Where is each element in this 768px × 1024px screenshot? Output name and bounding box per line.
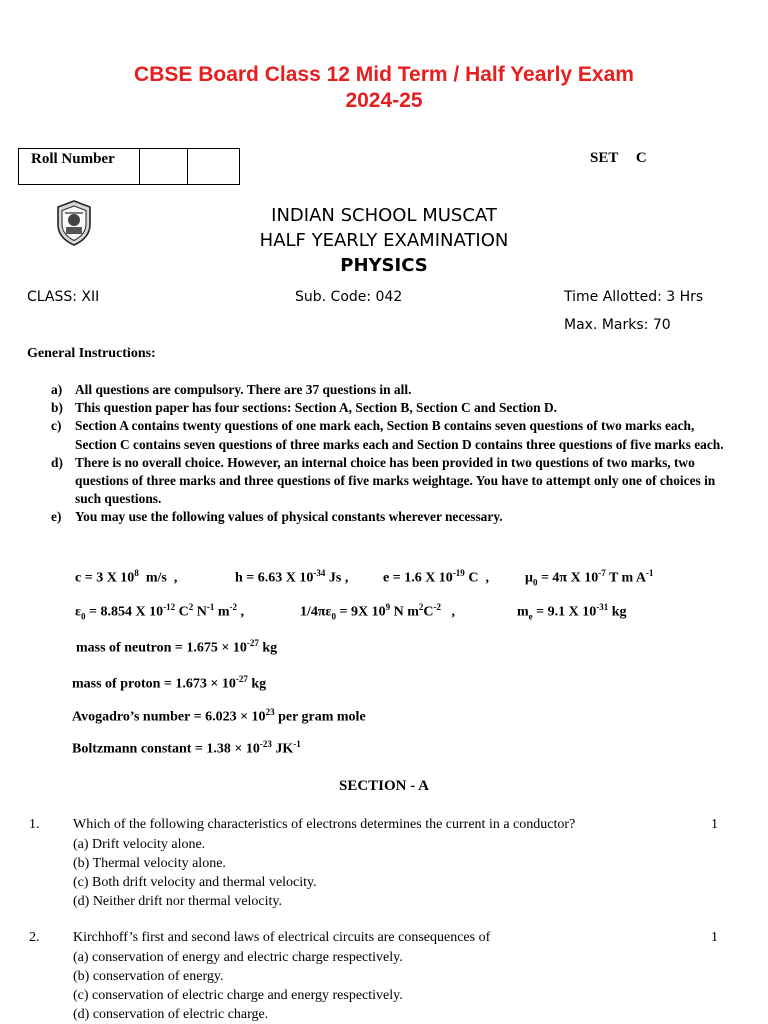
subject-name: PHYSICS (340, 255, 428, 276)
constant-epsilon0: $\varepsilon_0 = 8.854$ X $10^{-12}$ $C^2$ $N^{-1}$ $m^{-2}$ , (75, 602, 244, 622)
option-list (73, 835, 317, 911)
question-number: 2. (29, 930, 40, 945)
page-banner (0, 62, 768, 114)
instruction-key: d) (51, 454, 63, 470)
option-c: (c) conservation of electric charge and energy respectively. (73, 988, 403, 1003)
instruction-key: c) (51, 418, 62, 434)
instruction-item (51, 454, 731, 509)
constant-coulomb: $1/4\pi\varepsilon_0 = 9X$ $10^9$ N $m^2C^{-2}$ , (300, 602, 456, 622)
constant-avogadro: Avogadro’s number = $6.023 \times 10^{23}$ per gram mole (72, 707, 366, 725)
option-d: (d) Neither drift nor thermal velocity. (73, 894, 283, 909)
roll-number-label: Roll Number (31, 151, 115, 167)
class-label: CLASS: XII (27, 289, 100, 305)
constant-mu0: $\mu_0 = 4\pi$ X $10^{-7}$ T m $A^{-1}$ (525, 568, 654, 588)
instruction-item (51, 399, 731, 417)
question-number: 1. (29, 817, 40, 832)
max-marks: Max. Marks: 70 (564, 317, 671, 333)
instruction-key: a) (51, 382, 63, 397)
instruction-text: Section A contains twenty questions of one mark each, Section B contains seven questions of two marks each, Section C contains seven questions of three marks each and Section D contains three questions of five marks each. (75, 418, 724, 452)
question-text: Kirchhoff’s first and second laws of electrical circuits are consequences of (73, 930, 491, 945)
instruction-text: This question paper has four sections: Section A, Section B, Section C and Section D. (75, 400, 557, 416)
option-d: (d) conservation of electric charge. (73, 1007, 269, 1022)
banner-title: CBSE Board Class 12 Mid Term / Half Yearly Exam (134, 63, 634, 86)
constant-electron-mass: $m_e = 9.1$ X $10^{-31}$ kg (517, 602, 627, 622)
option-a: (a) conservation of energy and electric charge respectively. (73, 950, 403, 965)
constant-proton-mass: mass of proton = $1.673 \times 10^{-27}$ kg (72, 674, 267, 692)
question-marks: 1 (711, 817, 718, 832)
exam-name: HALF YEARLY EXAMINATION (259, 230, 509, 251)
option-b: (b) Thermal velocity alone. (73, 856, 226, 871)
instruction-text: You may use the following values of physical constants wherever necessary. (75, 509, 503, 525)
constant-speed-of-light: c = 3 X $10^8$ m/s , (75, 568, 178, 586)
option-b: (b) conservation of energy. (73, 969, 224, 984)
instructions-list (51, 381, 731, 527)
constant-electron-charge: e = 1.6 X $10^{-19}$ C , (383, 568, 489, 586)
roll-number-cell (139, 149, 187, 184)
roll-number-box (18, 148, 240, 185)
time-allotted: Time Allotted: 3 Hrs (564, 289, 704, 305)
constant-neutron-mass: mass of neutron = $1.675 \times 10^{-27}$ kg (76, 638, 278, 656)
instruction-text: There is no overall choice. However, an internal choice has been provided in two questions of two marks, two questions of three marks and three questions of five marks weightage. You have to attempt only one of choices in such questions. (75, 454, 716, 507)
option-c: (c) Both drift velocity and thermal velocity. (73, 875, 317, 890)
section-a-heading: SECTION - A (338, 778, 430, 794)
question-marks: 1 (711, 930, 718, 945)
school-name: INDIAN SCHOOL MUSCAT (271, 205, 497, 226)
set-label: SET C (590, 150, 647, 166)
option-a: (a) Drift velocity alone. (73, 837, 206, 852)
instruction-text: All questions are compulsory. There are 37 questions in all. (75, 382, 412, 397)
instruction-item (51, 417, 731, 453)
instruction-key: e) (51, 509, 62, 525)
instruction-item (51, 508, 731, 526)
banner-year: 2024-25 (345, 89, 423, 112)
roll-number-cell (187, 149, 239, 184)
constant-boltzmann: Boltzmann constant = $1.38 \times 10^{-23}$ $JK^{-1}$ (72, 739, 301, 757)
school-header (0, 203, 768, 278)
instruction-item (51, 381, 731, 399)
constant-planck: h = 6.63 X $10^{-34}$ Js , (235, 568, 349, 586)
option-list (73, 948, 403, 1024)
general-instructions-title: General Instructions: (27, 346, 156, 361)
subject-code: Sub. Code: 042 (295, 289, 403, 305)
instruction-key: b) (51, 400, 63, 416)
question-text: Which of the following characteristics of electrons determines the current in a conductor? (73, 817, 576, 832)
